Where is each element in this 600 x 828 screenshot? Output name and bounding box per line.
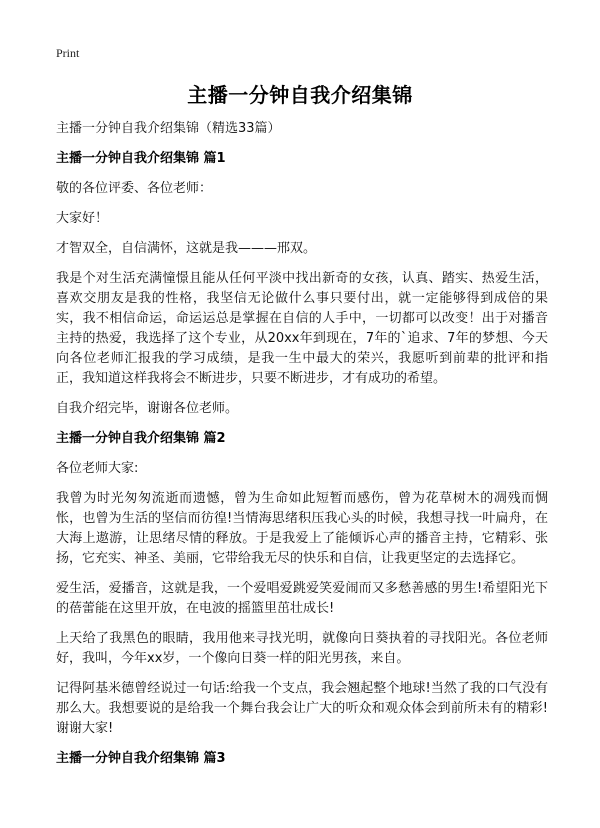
paragraph: 记得阿基米德曾经说过一句话:给我一个支点，我会翘起整个地球!当然了我的口气没有那么大。我想要说的是给我一个舞台我会让广大的听众和观众体会到前所未有的精彩!谢谢大家! [56,681,548,736]
document-body [56,119,548,779]
document-subtitle: 主播一分钟自我介绍集锦（精选33篇） [56,121,281,136]
paragraph: 自我介绍完毕，谢谢各位老师。 [56,401,239,416]
paragraph: 才智双全，自信满怀，这就是我———邢双。 [56,241,317,256]
paragraph: 我曾为时光匆匆流逝而遗憾，曾为生命如此短暂而感伤，曾为花草树木的凋残而惆怅，也曾为生活的坚信而彷徨!当情海思绪积压我心头的时候，我想寻找一叶扁舟，在大海上遨游，让思绪尽情的释放。于是我爱上了能倾诉心声的播音主持，它精彩、张扬，它充实、神圣、美丽，它带给我无尽的快乐和自信，让我更坚定的去选择它。 [56,491,548,566]
section-heading-1: 主播一分钟自我介绍集锦 篇1 [56,151,226,166]
section-heading-2: 主播一分钟自我介绍集锦 篇2 [56,431,226,446]
document-title: 主播一分钟自我介绍集锦 [187,83,413,107]
paragraph: 上天给了我黑色的眼睛，我用他来寻找光明，就像向日葵执着的寻找阳光。各位老师好，我叫，今年xx岁，一个像向日葵一样的阳光男孩，来自。 [56,631,548,666]
print-label: Print [56,46,80,60]
paragraph: 大家好！ [56,211,109,226]
paragraph: 各位老师大家: [56,461,139,476]
paragraph: 爱生活，爱播音，这就是我，一个爱唱爱跳爱笑爱闹而又多愁善感的男生!希望阳光下的蓓蕾能在这里开放，在电波的摇篮里茁壮成长! [56,581,548,616]
paragraph: 敬的各位评委、各位老师： [56,181,213,196]
section-heading-3: 主播一分钟自我介绍集锦 篇3 [56,751,226,766]
paragraph: 我是个对生活充满憧憬且能从任何平淡中找出新奇的女孩，认真、踏实、热爱生活，喜欢交朋友是我的性格，我坚信无论做什么事只要付出，就一定能够得到成倍的果实，我不相信命运，命运运总是掌握在自信的人手中，一切都可以改变！出于对播音主持的热爱，我选择了这个专业，从20xx年到现在，7年的`追求、7年的梦想、今天向各位老师汇报我的学习成绩，是我一生中最大的荣兴，我愿听到前辈的批评和指正，我知道这样我将会不断进步，只要不断进步，才有成功的希望。 [56,271,548,386]
